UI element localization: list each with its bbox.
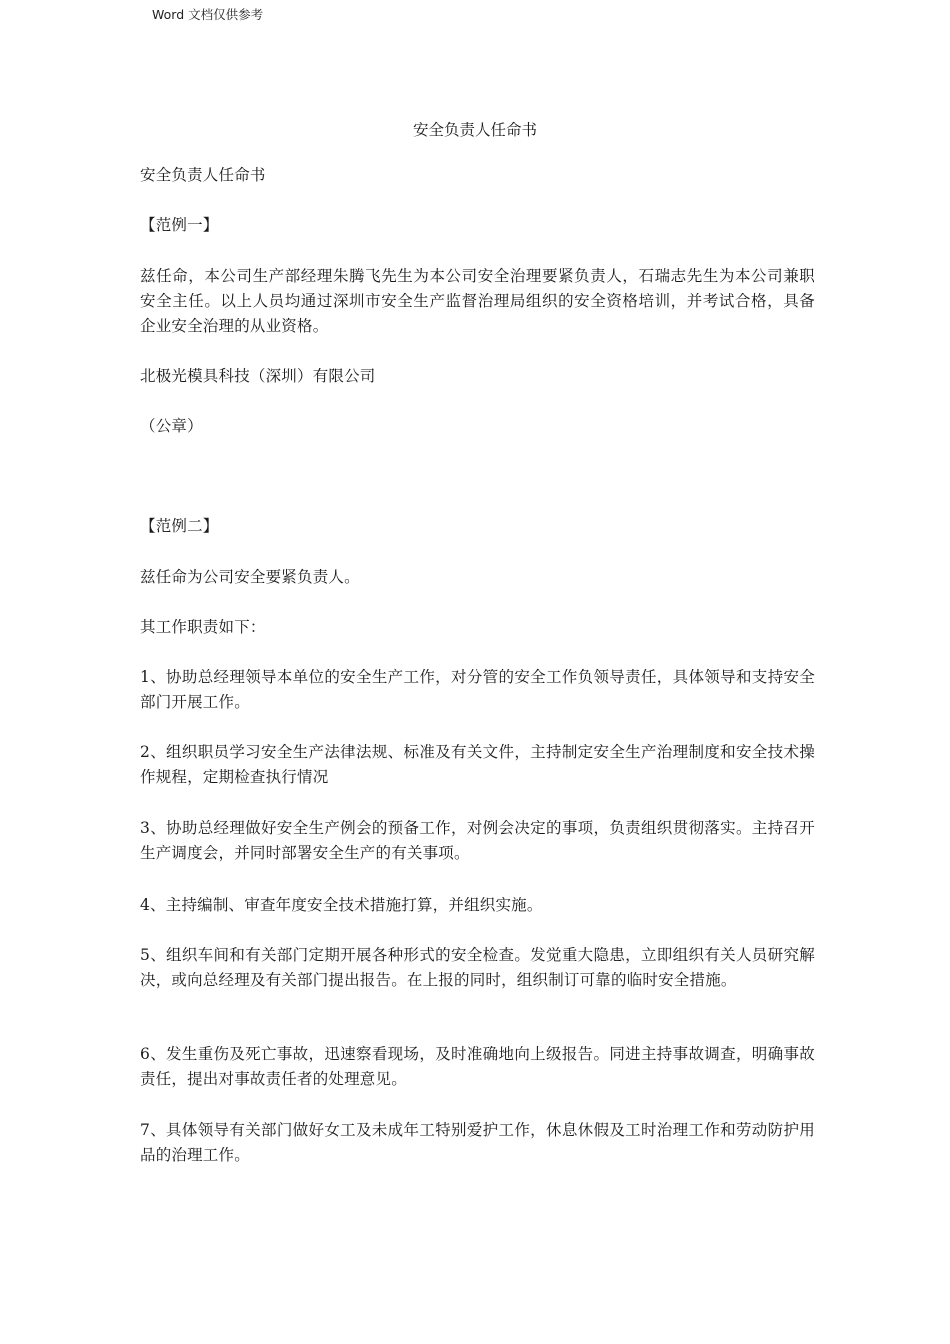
example2-heading: 【范例二】 [140,517,219,535]
company-name: 北极光模具科技（深圳）有限公司 [140,367,376,385]
example1-body: 兹任命，本公司生产部经理朱腾飞先生为本公司安全治理要紧负责人，石瑞志先生为本公司兼职安全主任。以上人员均通过深圳市安全生产监督治理局组织的安全资格培训，并考试合格，具备企业安全治理的从业资格。 [140,267,815,335]
duty-item-3: 3、协助总经理做好安全生产例会的预备工作，对例会决定的事项，负责组织贯彻落实。主持召开生产调度会，并同时部署安全生产的有关事项。 [140,819,815,862]
duty-item-5: 5、组织车间和有关部门定期开展各种形式的安全检查。发觉重大隐患，立即组织有关人员研究解决，或向总经理及有关部门提出报告。在上报的同时，组织制订可靠的临时安全措施。 [140,946,815,989]
appointment-text: 兹任命为公司安全要紧负责人。 [140,568,360,586]
header-note: Word 文档仅供参考 [152,7,264,22]
duties-intro: 其工作职责如下： [140,618,266,636]
document-title: 安全负责人任命书 [412,121,537,139]
seal-placeholder: （公章） [140,417,203,435]
document-subtitle: 安全负责人任命书 [140,166,266,184]
duty-item-6: 6、发生重伤及死亡事故，迅速察看现场，及时准确地向上级报告。同进主持事故调查，明确事故责任，提出对事故责任者的处理意见。 [140,1045,815,1088]
duty-item-1: 1、协助总经理领导本单位的安全生产工作，对分管的安全工作负领导责任，具体领导和支持安全部门开展工作。 [140,668,815,711]
duty-item-4: 4、主持编制、审查年度安全技术措施打算，并组织实施。 [140,896,543,914]
example1-heading: 【范例一】 [140,216,219,234]
duty-item-7: 7、具体领导有关部门做好女工及未成年工特别爱护工作，休息休假及工时治理工作和劳动防护用品的治理工作。 [140,1121,815,1164]
duty-item-2: 2、组织职员学习安全生产法律法规、标准及有关文件，主持制定安全生产治理制度和安全技术操作规程，定期检查执行情况 [140,743,815,786]
